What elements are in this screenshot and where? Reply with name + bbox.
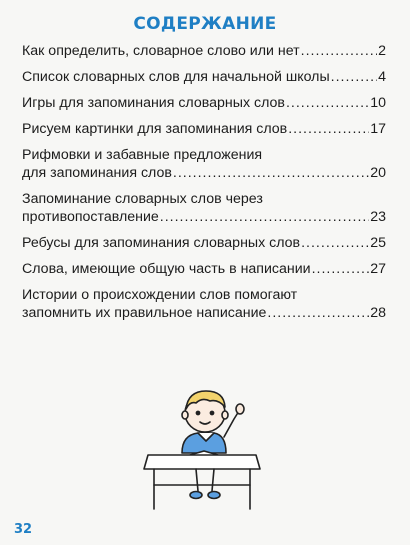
toc-entry-title: Истории о происхождении слов помогают: [22, 287, 298, 303]
toc-entry-title: запомнить их правильное написание: [22, 305, 267, 321]
toc-entry-line: [22, 120, 386, 138]
toc-entry-title: Список словарных слов для начальной школы: [22, 69, 330, 85]
toc-entry: [22, 68, 386, 86]
toc-entry-title: Как определить, словарное слово или нет: [22, 43, 300, 59]
toc-entry-line: [22, 42, 386, 60]
toc-entry-line: [22, 146, 386, 164]
page-number: 32: [14, 522, 33, 537]
toc-entry-title: противопоставление: [22, 209, 159, 225]
toc-leader-dots: [286, 94, 369, 112]
toc-leader-dots: [301, 42, 377, 60]
toc-page-number: 17: [370, 121, 386, 137]
toc-leader-dots: [331, 68, 377, 86]
toc-entry-title: Игры для запоминания словарных слов: [22, 95, 285, 111]
toc-entry: [22, 120, 386, 138]
toc-entry: [22, 42, 386, 60]
toc-entry: [22, 190, 386, 226]
toc-page-number: 23: [370, 209, 386, 225]
toc-entry: [22, 286, 386, 322]
boy-at-desk-raising-hand-icon: [140, 375, 270, 515]
toc-page-number: 10: [370, 95, 386, 111]
toc-leader-dots: [288, 120, 369, 138]
toc-page-number: 27: [370, 261, 386, 277]
toc-entry: [22, 260, 386, 278]
toc-entry: [22, 146, 386, 182]
toc-entry: [22, 94, 386, 112]
toc-leader-dots: [301, 234, 369, 252]
toc-entry: [22, 234, 386, 252]
toc-page-number: 2: [378, 43, 386, 59]
toc-leader-dots: [160, 208, 369, 226]
toc-entry-line: [22, 260, 386, 278]
toc-entry-line: [22, 208, 386, 226]
toc-entry-line: [22, 286, 386, 304]
toc-entry-title: Рифмовки и забавные предложения: [22, 147, 263, 163]
toc-leader-dots: [173, 164, 369, 182]
toc-page-number: 20: [370, 165, 386, 181]
toc-entry-line: [22, 68, 386, 86]
toc-entry-title: Ребусы для запоминания словарных слов: [22, 235, 301, 251]
toc-entry-title: Запоминание словарных слов через: [22, 191, 263, 207]
toc-leader-dots: [267, 304, 369, 322]
table-of-contents: [22, 42, 386, 330]
toc-leader-dots: [312, 260, 370, 278]
page-title: СОДЕРЖАНИЕ: [133, 14, 277, 34]
toc-page-number: 4: [378, 69, 386, 85]
toc-page-number: 25: [370, 235, 386, 251]
toc-entry-line: [22, 304, 386, 322]
toc-entry-line: [22, 234, 386, 252]
toc-entry-title: Слова, имеющие общую часть в написании: [22, 261, 311, 277]
toc-entry-title: для запоминания слов: [22, 165, 172, 181]
toc-entry-line: [22, 94, 386, 112]
toc-entry-title: Рисуем картинки для запоминания слов: [22, 121, 288, 137]
toc-entry-line: [22, 164, 386, 182]
toc-entry-line: [22, 190, 386, 208]
toc-page-number: 28: [370, 305, 386, 321]
